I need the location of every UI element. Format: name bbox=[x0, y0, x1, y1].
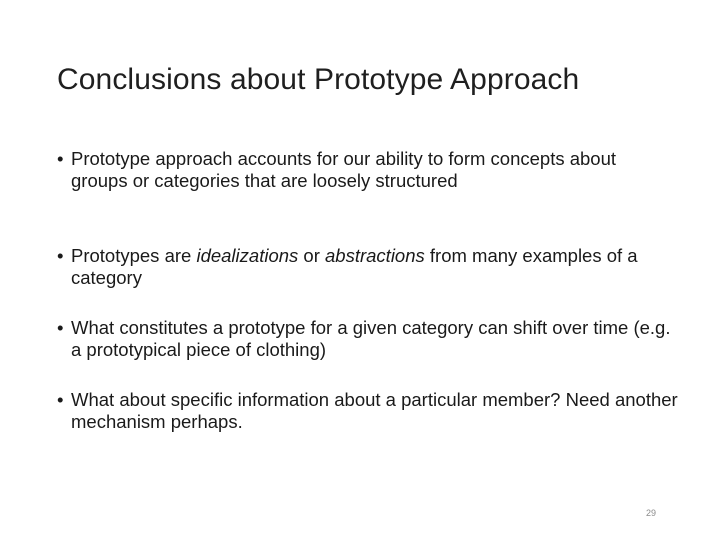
bullet-item bbox=[57, 148, 631, 191]
bullet-text: Prototype approach accounts for our ability to form concepts about groups or categories that are loosely structured bbox=[71, 148, 617, 191]
slide-title: Conclusions about Prototype Approach bbox=[57, 63, 580, 96]
bullet-emphasis: idealizations bbox=[196, 245, 299, 266]
bullet-marker: • bbox=[57, 317, 64, 338]
bullet-item bbox=[57, 245, 651, 288]
bullet-text-segment: Prototypes are bbox=[71, 245, 197, 266]
bullet-text: What about specific information about a particular member? Need another mechanism perhaps. bbox=[71, 389, 678, 432]
bullet-marker: • bbox=[57, 148, 64, 169]
bullet-emphasis: abstractions bbox=[325, 245, 425, 266]
bullet-text: What constitutes a prototype for a given category can shift over time (e.g. a prototypical piece of clothing) bbox=[71, 317, 671, 360]
bullet-item bbox=[57, 389, 701, 432]
bullet-text-segment: from many examples of a category bbox=[71, 245, 638, 288]
bullet-marker: • bbox=[57, 245, 64, 266]
bullet-text-segment: or bbox=[298, 245, 326, 266]
bullet-text bbox=[71, 245, 651, 288]
bullet-marker: • bbox=[57, 389, 64, 410]
bullet-item bbox=[57, 317, 681, 360]
page-number: 29 bbox=[646, 508, 657, 518]
